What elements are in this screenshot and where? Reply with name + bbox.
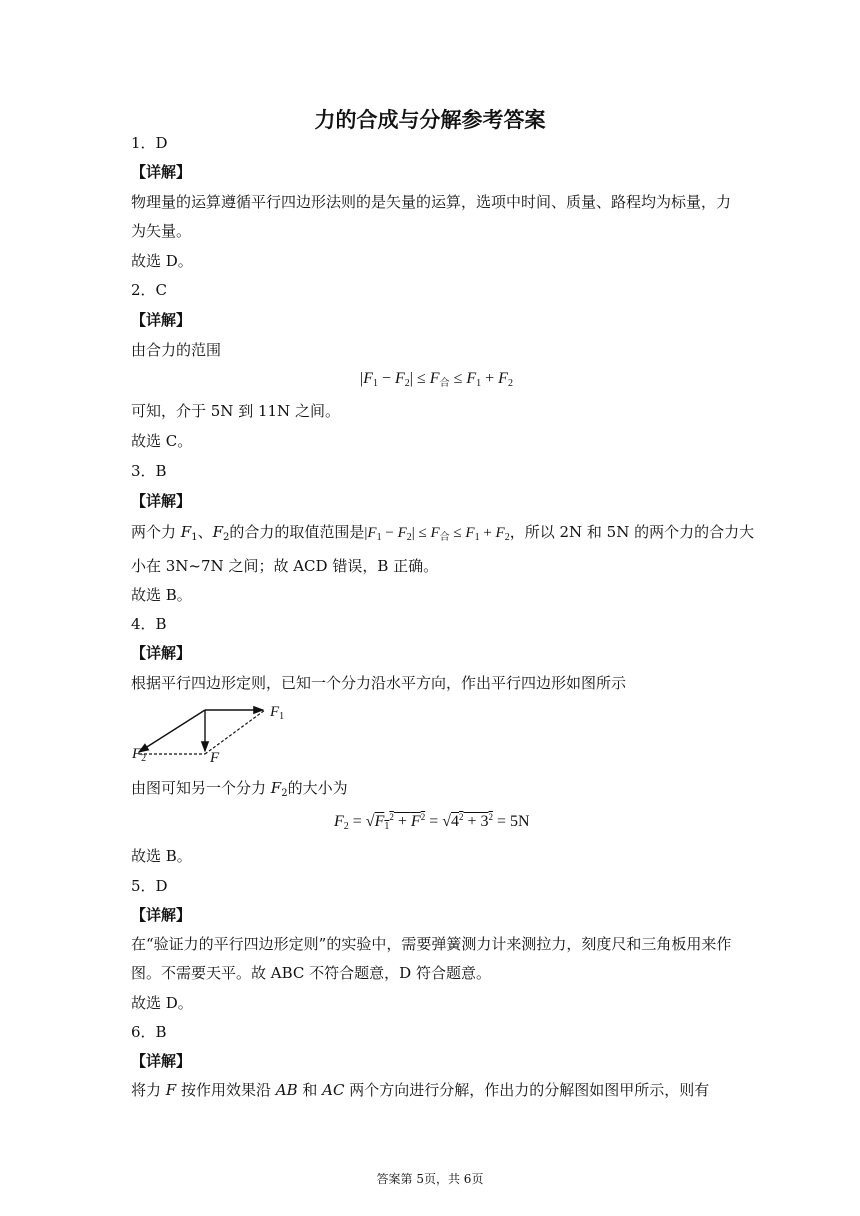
q3-answer: 3．B [131, 462, 167, 480]
q6-answer: 6．B [131, 1023, 167, 1041]
q2-range-formula: $|F_1 - F_2| \le F_合 \le F_1 + F_2$ [360, 370, 513, 389]
q1-conclusion: 故选 D。 [131, 252, 193, 270]
q4-text-line1: 根据平行四边形定则，已知一个分力沿水平方向，作出平行四边形如图所示 [131, 674, 627, 692]
q3-detail-label: 【详解】 [131, 492, 192, 510]
q5-answer: 5．D [131, 877, 168, 895]
q4-answer: 4．B [131, 615, 167, 633]
page-footer: 答案第 5页，共 6页 [376, 1172, 484, 1186]
q6-detail-label: 【详解】 [131, 1052, 192, 1070]
q3-text-line1: 两个力 $F_1$、$F_2$的合力的取值范围是$|F_1 - F_2| \le F_合 \le F_1 + F_2$，所以 2N 和 5N 的两个力的合力大 [131, 523, 755, 543]
q4-f2-formula: $F_2 = √F_1^2 + F^2 = √4^2 + 3^2 = 5N$ [334, 812, 530, 832]
q3-conclusion: 故选 B。 [131, 586, 192, 604]
q2-answer: 2．C [131, 281, 168, 299]
q5-text-line2: 图。不需要天平。故 ABC 不符合题意，D 符合题意。 [131, 964, 491, 982]
q3-text-line2: 小在 3N~7N 之间；故 ACD 错误，B 正确。 [131, 557, 439, 575]
q2-text-line1: 由合力的范围 [131, 341, 222, 359]
q5-detail-label: 【详解】 [131, 906, 192, 924]
q6-text-line1: 将力 F 按作用效果沿 AB 和 AC 两个方向进行分解，作出力的分解图如图甲所示，则有 [131, 1081, 710, 1099]
diagram-label-f: F [210, 750, 220, 766]
q2-detail-label: 【详解】 [131, 311, 192, 329]
q1-text-line2: 为矢量。 [131, 222, 192, 240]
page-title: 力的合成与分解参考答案 [314, 108, 546, 132]
q2-conclusion: 故选 C。 [131, 432, 193, 450]
q5-text-line1: 在“验证力的平行四边形定则”的实验中，需要弹簧测力计来测拉力，刻度尺和三角板用来作 [131, 935, 732, 953]
q1-text-line1: 物理量的运算遵循平行四边形法则的是矢量的运算，选项中时间、质量、路程均为标量，力 [131, 193, 732, 211]
q1-detail-label: 【详解】 [131, 163, 192, 181]
diagram-label-f1: $F_1$ [270, 704, 285, 722]
q1-answer: 1．D [131, 134, 168, 152]
q4-conclusion: 故选 B。 [131, 847, 192, 865]
q4-detail-label: 【详解】 [131, 644, 192, 662]
q5-conclusion: 故选 D。 [131, 994, 193, 1012]
q2-text-line2: 可知，介于 5N 到 11N 之间。 [131, 402, 340, 420]
diagram-label-f2: $F_2$ [132, 746, 147, 764]
q4-text-line2: 由图可知另一个分力 $F_2$的大小为 [131, 779, 348, 799]
